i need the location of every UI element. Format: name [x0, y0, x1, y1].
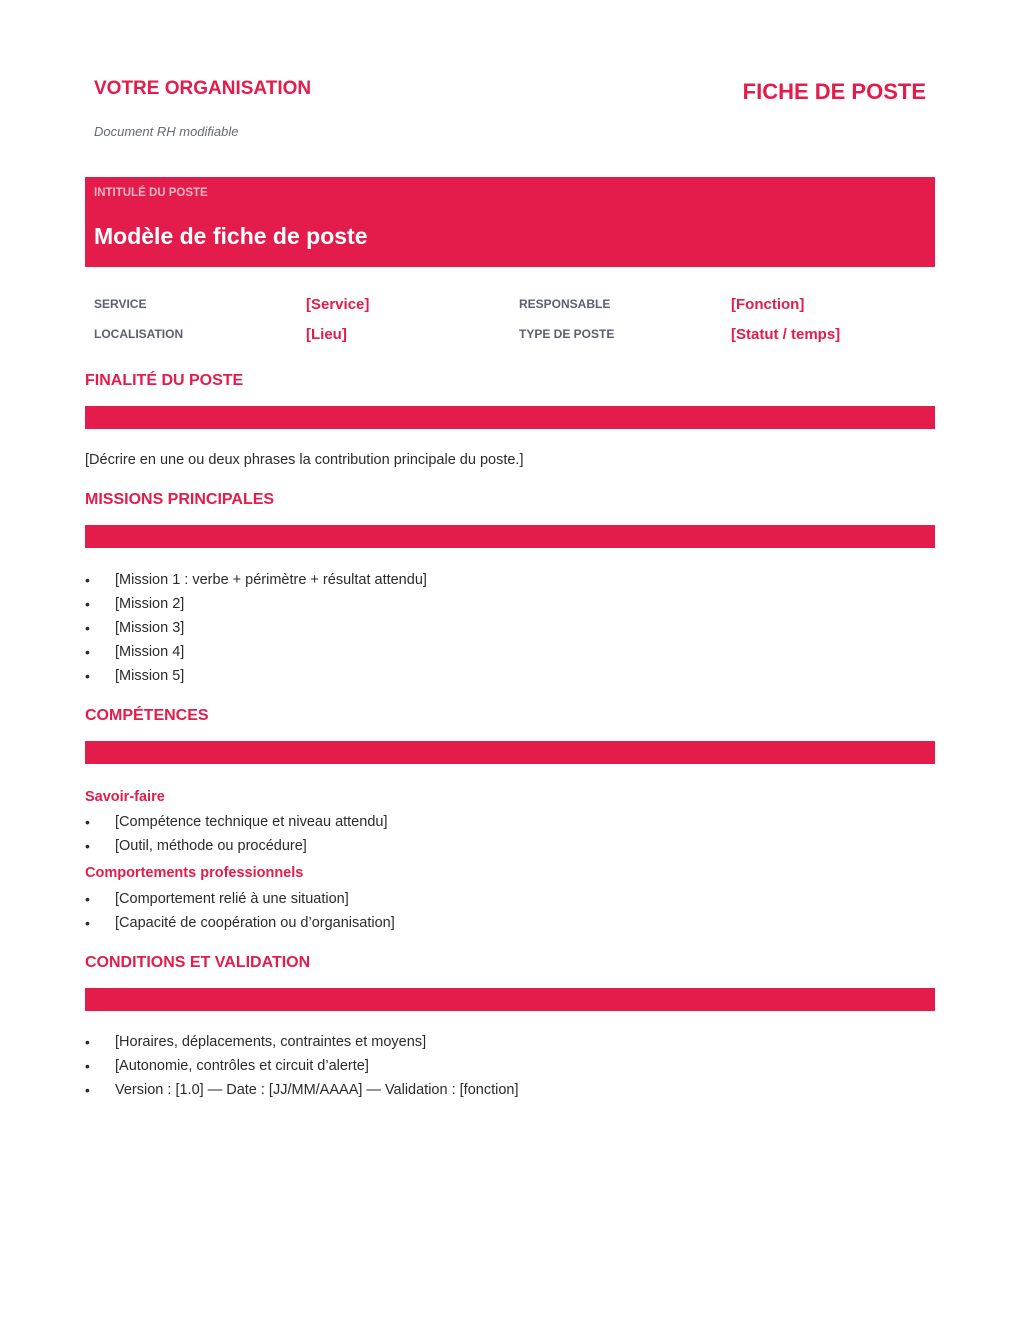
bullet-icon: • [85, 1082, 90, 1098]
bullet-icon: • [85, 891, 90, 907]
missions-list [85, 568, 935, 688]
section-missions [85, 491, 935, 548]
localisation-value: [Lieu] [306, 326, 347, 343]
list-item: • [Mission 5] [85, 664, 935, 688]
bullet-icon: • [85, 644, 90, 660]
section-bar [85, 525, 935, 548]
organization-name: VOTRE ORGANISATION [94, 78, 312, 99]
comportements-heading: Comportements professionnels [85, 865, 304, 881]
section-bar [85, 741, 935, 764]
job-title-label: INTITULÉ DU POSTE [94, 187, 208, 199]
list-item: • [Compétence technique et niveau attendu] [85, 810, 935, 834]
responsable-label: RESPONSABLE [519, 297, 611, 311]
section-heading: CONDITIONS ET VALIDATION [85, 954, 311, 971]
info-row [85, 320, 935, 350]
bullet-icon: • [85, 915, 90, 931]
list-item: • Version : [1.0] — Date : [JJ/MM/AAAA] — Validation : [fonction] [85, 1078, 935, 1102]
job-title-banner [85, 177, 935, 267]
bullet-icon: • [85, 668, 90, 684]
section-competences [85, 707, 935, 764]
bullet-icon: • [85, 620, 90, 636]
list-item: • [Mission 1 : verbe + périmètre + résultat attendu] [85, 568, 935, 592]
document-page [85, 0, 935, 1320]
section-heading: COMPÉTENCES [85, 707, 209, 724]
section-heading: MISSIONS PRINCIPALES [85, 491, 275, 508]
list-item: • [Mission 4] [85, 640, 935, 664]
document-title: FICHE DE POSTE [742, 79, 926, 104]
service-value: [Service] [306, 296, 370, 313]
localisation-label: LOCALISATION [94, 327, 184, 341]
service-label: SERVICE [94, 297, 147, 311]
list-item: • [Horaires, déplacements, contraintes et moyens] [85, 1030, 935, 1054]
finalite-text: [Décrire en une ou deux phrases la contribution principale du poste.] [85, 452, 524, 468]
bullet-icon: • [85, 596, 90, 612]
comportements-list [85, 887, 935, 935]
section-heading: FINALITÉ DU POSTE [85, 372, 244, 389]
info-row [85, 290, 935, 320]
list-item: • [Autonomie, contrôles et circuit d’alerte] [85, 1054, 935, 1078]
info-grid [85, 290, 935, 350]
bullet-icon: • [85, 1034, 90, 1050]
savoir-faire-heading: Savoir-faire [85, 789, 165, 805]
bullet-icon: • [85, 814, 90, 830]
section-bar [85, 988, 935, 1011]
list-item: • [Mission 2] [85, 592, 935, 616]
job-title-value: Modèle de fiche de poste [94, 223, 368, 249]
bullet-icon: • [85, 572, 90, 588]
section-conditions [85, 954, 935, 1011]
bullet-icon: • [85, 1058, 90, 1074]
responsable-value: [Fonction] [731, 296, 805, 313]
conditions-list [85, 1030, 935, 1102]
list-item: • [Mission 3] [85, 616, 935, 640]
type-de-poste-value: [Statut / temps] [731, 326, 841, 343]
type-de-poste-label: TYPE DE POSTE [519, 327, 615, 341]
savoir-faire-list [85, 810, 935, 858]
list-item: • [Outil, méthode ou procédure] [85, 834, 935, 858]
section-bar [85, 406, 935, 429]
section-finalite [85, 372, 935, 429]
list-item: • [Comportement relié à une situation] [85, 887, 935, 911]
list-item: • [Capacité de coopération ou d’organisation] [85, 911, 935, 935]
bullet-icon: • [85, 838, 90, 854]
document-subtitle: Document RH modifiable [94, 124, 239, 139]
